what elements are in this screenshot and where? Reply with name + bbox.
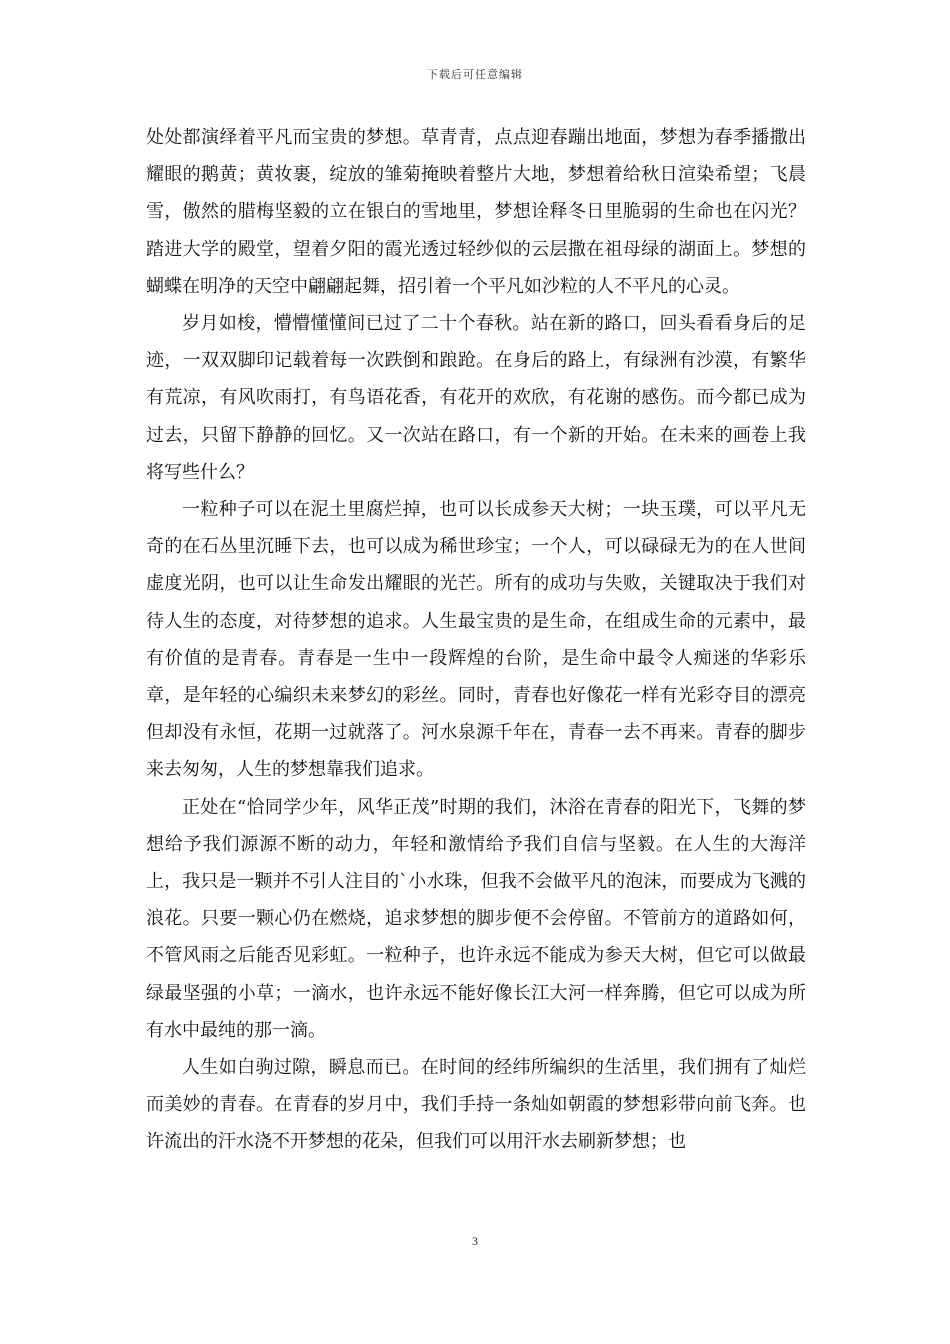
paragraph-continuation: 处处都演绎着平凡而宝贵的梦想。草青青，点点迎春蹦出地面，梦想为春季播撒出耀眼的鹅黄；黄妆裹，绽放的雏菊掩映着整片大地，梦想着给秋日渲染希望；飞晨雪，傲然的腊梅坚毅的立在银白的雪地里，梦想诠释冬日里脆弱的生命也在闪光？踏进大学的殿堂，望着夕阳的霞光透过轻纱似的云层撒在祖母绿的湖面上。梦想的蝴蝶在明净的天空中翩翩起舞，招引着一个平凡如沙粒的人不平凡的心灵。 xyxy=(146,127,806,297)
document-body xyxy=(146,119,806,1161)
page-header: 下载后可任意编辑 xyxy=(427,68,523,81)
paragraph: 岁月如梭，懵懵懂懂间已过了二十个春秋。站在新的路口，回头看看身后的足迹，一双双脚印记载着每一次跌倒和踉跄。在身后的路上，有绿洲有沙漠，有繁华有荒凉，有风吹雨打，有鸟语花香，有花开的欢欣，有花谢的感伤。而今都已成为过去，只留下静静的回忆。又一次站在路口，有一个新的开始。在未来的画卷上我将写些什么？ xyxy=(146,313,806,483)
page-number: 3 xyxy=(472,1234,478,1248)
paragraph: 人生如白驹过隙，瞬息而已。在时间的经纬所编织的生活里，我们拥有了灿烂而美妙的青春。在青春的岁月中，我们手持一条灿如朝霞的梦想彩带向前飞奔。也许流出的汗水浇不开梦想的花朵，但我们可以用汗水去刷新梦想；也 xyxy=(146,1057,806,1153)
paragraph: 正处在“恰同学少年，风华正茂”时期的我们，沐浴在青春的阳光下，飞舞的梦想给予我们源源不断的动力，年轻和激情给予我们自信与坚毅。在人生的大海洋上，我只是一颗并不引人注目的`小水珠，但我不会做平凡的泡沫，而要成为飞溅的浪花。只要一颗心仍在燃烧，追求梦想的脚步便不会停留。不管前方的道路如何，不管风雨之后能否见彩虹。一粒种子，也许永远不能成为参天大树，但它可以做最绿最坚强的小草；一滴水，也许永远不能好像长江大河一样奔腾，但它可以成为所有水中最纯的那一滴。 xyxy=(146,796,806,1041)
paragraph: 一粒种子可以在泥土里腐烂掉，也可以长成参天大树；一块玉璞，可以平凡无奇的在石丛里沉睡下去，也可以成为稀世珍宝；一个人，可以碌碌无为的在人世间虚度光阴，也可以让生命发出耀眼的光芒。所有的成功与失败，关键取决于我们对待人生的态度，对待梦想的追求。人生最宝贵的是生命，在组成生命的元素中，最有价值的是青春。青春是一生中一段辉煌的台阶，是生命中最令人痴迷的华彩乐章，是年轻的心编织未来梦幻的彩丝。同时，青春也好像花一样有光彩夺目的漂亮但却没有永恒，花期一过就落了。河水泉源千年在，青春一去不再来。青春的脚步来去匆匆，人生的梦想靠我们追求。 xyxy=(146,499,806,781)
